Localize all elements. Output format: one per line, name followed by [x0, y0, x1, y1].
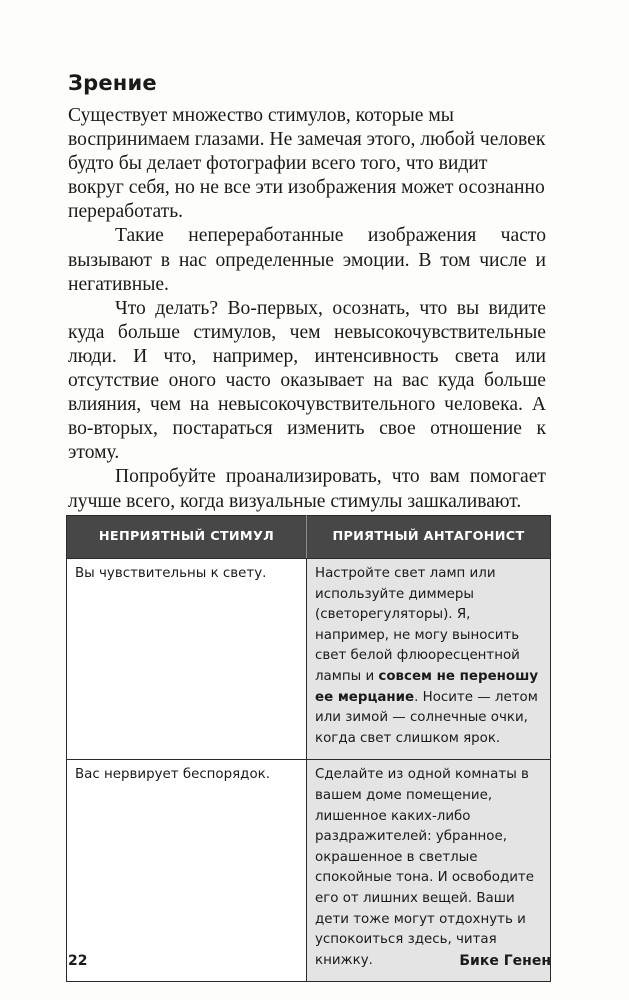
column-header-stimulus: НЕПРИЯТНЫЙ СТИМУЛ [67, 516, 307, 559]
stimulus-cell: Вы чувствительны к свету. [67, 559, 307, 760]
paragraph: Такие непереработанные изображения часто вызывают в нас определенные эмоции. В том числе и негативные. [68, 225, 546, 295]
paragraph: Попробуйте проанализировать, что вам помогает лучше всего, когда визуальные стимулы зашкаливают. [68, 466, 546, 512]
running-author: Бике Генен [459, 953, 551, 969]
antagonist-text: Настройте свет ламп или используйте диммеры (светорегуляторы). Я, например, не могу выносить свет белой флюоресцентной лампы и [315, 566, 520, 684]
page-number: 22 [68, 953, 88, 969]
table-row [67, 559, 551, 760]
column-header-antagonist: ПРИЯТНЫЙ АНТАГОНИСТ [307, 516, 551, 559]
antagonist-emphasis: совсем не переношу ее мерцание [315, 668, 539, 705]
stimulus-cell: Вас нервирует беспорядок. [67, 760, 307, 982]
body-text [68, 104, 546, 514]
antagonist-cell [307, 559, 551, 760]
antagonist-cell [307, 760, 551, 982]
antagonist-text: Сделайте из одной комнаты в вашем доме помещение, лишенное каких-либо раздражителей: убранное, окрашенное в светлые спокойные тона. И освободите его от лишних вещей. Ваши дети тоже могут отдохнуть и успокоиться здесь, читая книжку. [315, 767, 534, 968]
table-header-row [67, 516, 551, 559]
paragraph: Существует множество стимулов, которые мы воспринимаем глазами. Не замечая этого, любой человек будто бы делает фотографии всего того, что видит вокруг себя, но не все эти изображения может осознанно переработать. [68, 105, 546, 223]
section-heading: Зрение [68, 71, 157, 95]
stimulus-table [66, 515, 551, 982]
table-row [67, 760, 551, 982]
paragraph: Что делать? Во-первых, осознать, что вы видите куда больше стимулов, чем невысокочувствительные люди. И что, например, интенсивность света или отсутствие оного часто оказывает на вас куда больше влияния, чем на невысокочувствительного человека. А во-вторых, постараться изменить свое отношение к этому. [68, 297, 546, 464]
antagonist-text: . Носите — летом или зимой — солнечные очки, когда свет слишком ярок. [315, 689, 538, 746]
